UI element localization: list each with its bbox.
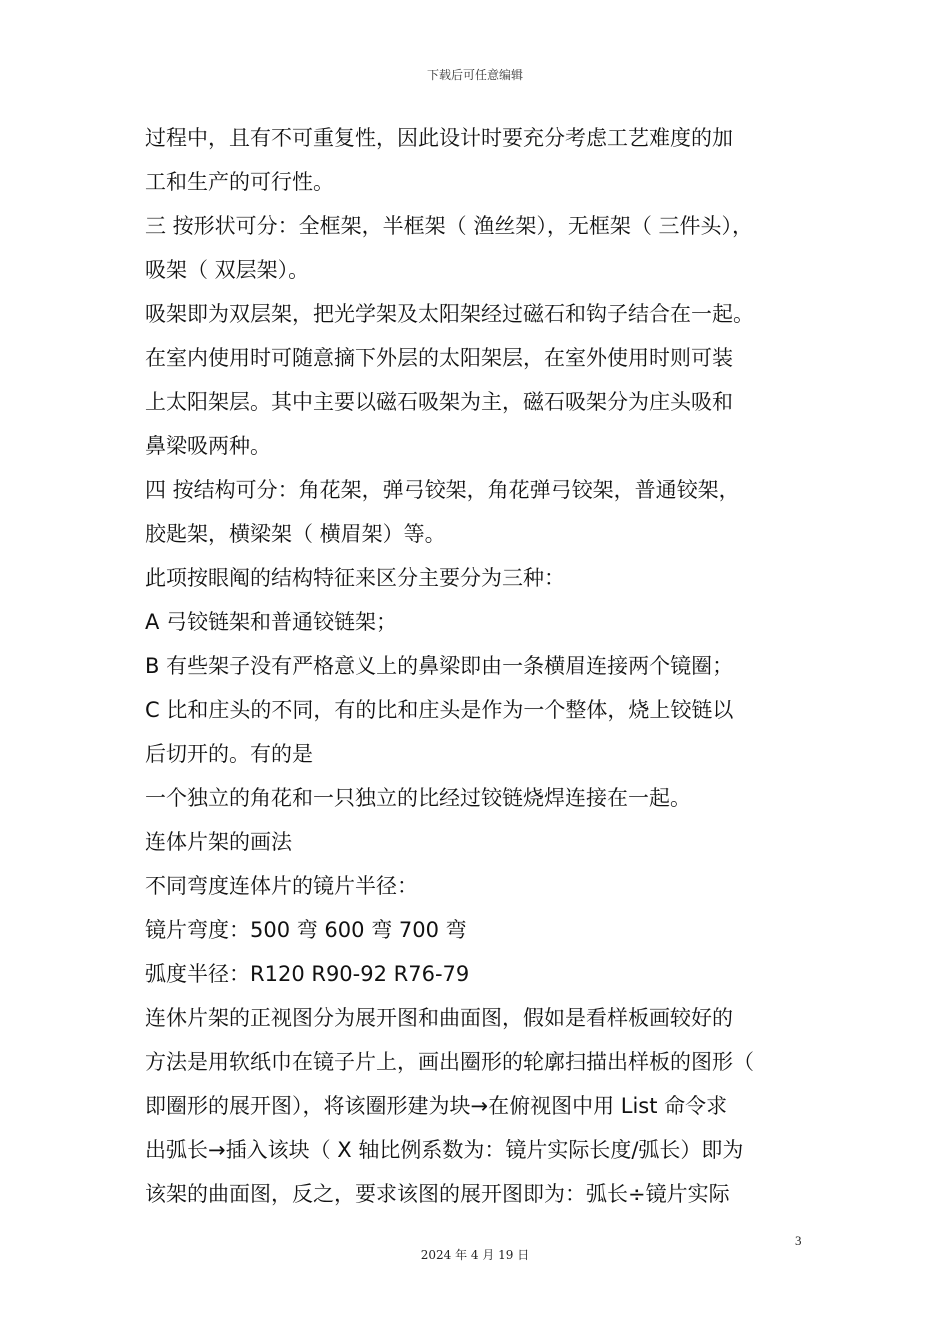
text-line: 四 按结构可分：角花架，弹弓铰架，角花弹弓铰架，普通铰架， bbox=[145, 478, 740, 502]
text-line: 即圈形的展开图），将该圈形建为块→在俯视图中用 List 命令求 bbox=[145, 1094, 728, 1118]
text-line: 在室内使用时可随意摘下外层的太阳架层，在室外使用时则可装 bbox=[145, 346, 733, 370]
text-line: 上太阳架层。其中主要以磁石吸架为主，磁石吸架分为庄头吸和 bbox=[145, 390, 733, 414]
text-line: B 有些架子没有严格意义上的鼻梁即由一条横眉连接两个镜圈； bbox=[145, 654, 734, 678]
text-line: 一个独立的角花和一只独立的比经过铰链烧焊连接在一起。 bbox=[145, 786, 691, 810]
page-footer-date: 2024 年 4 月 19 日 bbox=[420, 1248, 530, 1262]
text-line: 弧度半径：R120 R90-92 R76-79 bbox=[145, 962, 470, 986]
text-line: 出弧长→插入该块（ X 轴比例系数为：镜片实际长度/弧长）即为 bbox=[145, 1138, 744, 1162]
text-line: 鼻梁吸两种。 bbox=[145, 434, 271, 458]
page-header: 下载后可任意编辑 bbox=[426, 68, 523, 82]
text-line: 后切开的。有的是 bbox=[145, 742, 313, 766]
text-line: 三 按形状可分：全框架，半框架（ 渔丝架），无框架（ 三件头）， bbox=[145, 214, 754, 238]
text-line: 过程中，且有不可重复性，因此设计时要充分考虑工艺难度的加 bbox=[145, 126, 733, 150]
text-line: 该架的曲面图，反之，要求该图的展开图即为：弧长÷镜片实际 bbox=[145, 1182, 730, 1206]
page-number: 3 bbox=[795, 1233, 802, 1248]
text-line: 方法是用软纸巾在镜子片上，画出圈形的轮廓扫描出样板的图形（ bbox=[145, 1050, 754, 1074]
text-line: 镜片弯度：500 弯 600 弯 700 弯 bbox=[145, 918, 467, 942]
text-line: 吸架即为双层架，把光学架及太阳架经过磁石和钩子结合在一起。 bbox=[145, 302, 754, 326]
document-body bbox=[145, 116, 815, 1216]
text-line: C 比和庄头的不同，有的比和庄头是作为一个整体，烧上铰链以 bbox=[145, 698, 734, 722]
text-line: 不同弯度连体片的镜片半径： bbox=[145, 874, 418, 898]
text-line: A 弓铰链架和普通铰链架； bbox=[145, 610, 398, 634]
section-heading: 连体片架的画法 bbox=[145, 830, 292, 854]
text-line: 胶匙架，横梁架（ 横眉架）等。 bbox=[145, 522, 446, 546]
text-line: 吸架（ 双层架）。 bbox=[145, 258, 310, 282]
text-line: 连休片架的正视图分为展开图和曲面图，假如是看样板画较好的 bbox=[145, 1006, 733, 1030]
text-line: 此项按眼阄的结构特征来区分主要分为三种： bbox=[145, 566, 565, 590]
text-line: 工和生产的可行性。 bbox=[145, 170, 334, 194]
